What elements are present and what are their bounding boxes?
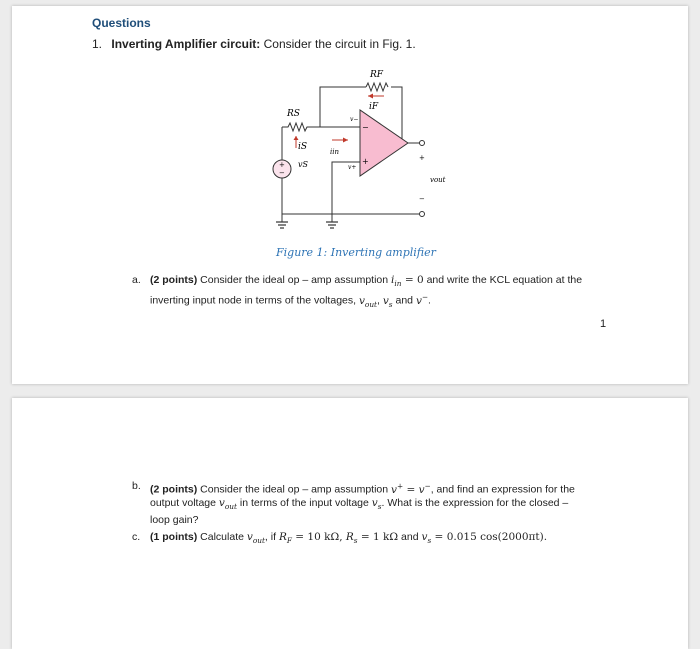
inverting-amplifier-circuit (260, 66, 450, 231)
if-arrow-head (368, 94, 373, 99)
part-c-and: and (401, 531, 419, 543)
source-minus: − (279, 169, 285, 177)
rs-label: RS (287, 109, 300, 119)
part-b-text-2: , and find an expression for the (430, 483, 575, 496)
part-c-vs-value: = 0.015 cos(2000πt). (431, 531, 548, 543)
part-c-text-2: , if (264, 531, 277, 543)
part-a-vout: $v_{out}$ (358, 294, 378, 309)
opamp-plus: + (362, 157, 369, 166)
page-2 (12, 398, 688, 649)
vs-label: vS (298, 160, 308, 169)
part-a-and: and (395, 294, 414, 307)
rs-resistor (282, 123, 346, 131)
is-label: iS (298, 142, 308, 152)
part-b-vs: $v_s$ (371, 497, 382, 512)
part-a-text-1: Consider the ideal op – amp assumption (200, 274, 389, 286)
part-b-text-4: in terms of the input voltage (239, 497, 369, 509)
part-c-vs: $v_s$ (421, 531, 432, 546)
part-b-vplus: v+ = v− (391, 481, 431, 496)
part-b-text-3: output voltage (150, 497, 216, 509)
part-b-line-3: loop gain? (150, 514, 199, 526)
part-c-vout: $v_{out}$ (246, 531, 265, 546)
part-c-rf: $R_F$ (278, 531, 292, 546)
figure-caption: Figure 1: Inverting amplifier (276, 246, 436, 259)
vout-label: vout (430, 176, 446, 184)
part-a-text-2: and write the KCL equation at the (426, 274, 583, 286)
part-b-points: (2 points) (150, 483, 198, 496)
part-a-iin-eq: = 0 (401, 274, 424, 286)
output-terminal-top (420, 141, 425, 146)
is-arrow-head (294, 136, 299, 140)
part-c-rf-value: = 10 kΩ, (291, 531, 346, 543)
vplus-label: v+ (348, 164, 357, 171)
part-c-points: (1 points) (150, 531, 198, 543)
part-c-line-1 (150, 529, 547, 550)
iin-label: iin (330, 148, 339, 156)
part-b-text-1: Consider the ideal op – amp assumption (200, 483, 389, 496)
output-plus: + (419, 154, 425, 162)
part-b-vout: $v_{out}$ (218, 497, 237, 512)
part-a-iin: $i_{in}$ (391, 274, 402, 289)
page-1 (12, 6, 688, 384)
output-terminal-bottom (420, 212, 425, 217)
part-a-line-2: inverting input node in terms of the voltages, $v_{out}$, $v_s$ and v−. (150, 292, 431, 309)
questions-heading: Questions (92, 16, 151, 30)
question-1-text: Consider the circuit in Fig. 1. (263, 37, 416, 51)
question-1-title: Inverting Amplifier circuit: (111, 37, 261, 51)
op-amp (360, 110, 408, 176)
part-b-text-5: . What is the expression for the closed – (381, 497, 569, 509)
opamp-minus: − (362, 123, 369, 132)
part-b-letter: b. (132, 480, 141, 492)
part-a-vs: $v_s$ (382, 294, 393, 309)
rf-label: RF (370, 70, 384, 80)
part-c-rs-value: = 1 kΩ (357, 531, 399, 543)
part-a-points: (2 points) (150, 274, 198, 286)
part-c-text-1: Calculate (200, 531, 244, 543)
part-a-period: . (428, 294, 431, 307)
source-plus: + (279, 161, 285, 169)
iin-arrow-head (343, 138, 348, 143)
part-c-letter: c. (132, 531, 141, 543)
part-a-vminus: v− (415, 292, 429, 307)
feedback-wire-left (320, 87, 366, 127)
ground-left (276, 214, 288, 228)
output-minus: − (419, 195, 425, 203)
part-c-rs: $R_s$ (345, 531, 358, 546)
part-a-letter: a. (132, 274, 141, 286)
ground-right (326, 214, 338, 228)
part-b-line-2 (150, 495, 568, 516)
rf-resistor (366, 83, 388, 91)
vminus-label: v− (350, 116, 359, 123)
question-1-number: 1. (92, 37, 103, 51)
page-number: 1 (600, 318, 607, 330)
part-a-text-3: inverting input node in terms of the voltages, (150, 294, 357, 307)
question-1 (92, 37, 416, 51)
if-label: iF (369, 102, 379, 112)
